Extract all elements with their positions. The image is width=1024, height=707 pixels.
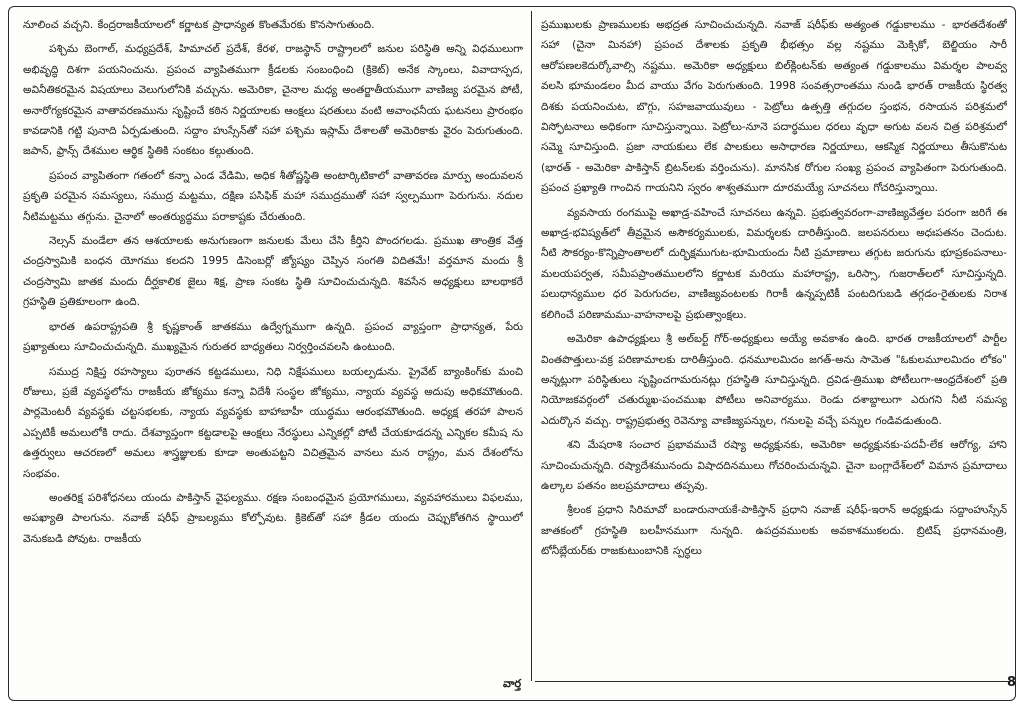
page-number: 8: [1006, 675, 1016, 690]
paragraph: నూలించ వచ్చని. కేంద్రరాజకీయాలలో కర్ణాటక ప్రాధాన్యత కొంతమేరకు కొనసాగుతుంది.: [23, 19, 375, 31]
paragraph: వ్యవసాయ రంగముపై అఖాడ్ర-వహించే సూచనలు ఉన్నవి. ప్రభుత్వవరంగా-వాణిజ్యవేత్తల పరంగా జరిగే ఈ అఖాడ్ర-భవిష్యత్‌లో తీవ్రమైన అసౌకర్యములకు, విమర్శలకు దారితీస్తుంది. జలపనరులు అధఃపతనం చెందుట. నీటి సౌకర్యం-కొన్నిప్రాంతాలలో దుర్భిక్షముగుట-భూమియందు నీటి ప్రమాణాలు తగ్గుట జరుగును భూప్రకంపనాలు-మలయపర్వత, సమీపప్రాంతములలోని కర్ణాటక మరియు మహారాష్ట్ర, ఒరిస్సా, గుజరాత్‌లలో సూచిస్తున్నది. పలుధాన్యముల ధర పెరుగుదల, వాణిజ్యవంటలకు గిరాకీ ఉన్నప్పటికీ పంటదిగుబడి తగ్గడం-రైతులకు నిరాశ కలిగించే పరిణామము-వాహనాలపై ప్రభుత్వాంక్షలు.: [541, 206, 1007, 321]
paragraph: అమెరికా ఉపాధ్యక్షులు శ్రీ అల్‌బర్ట్ గోర్-అధ్యక్షులు అయ్యే అవకాశం ఉంది. భారత రాజకీయాలలో పార్టీల వింతపొత్తులు-వక్ర పరిణామాలకు దారితీస్తుంది. ధనమూలమిదం జగత్-అను సామెత "ఓకులమూలమిదం లోకం" అన్నట్లుగా పరిస్థితులు సృష్టించగామరునట్లు గ్రహస్థితి సూచిస్తున్నది. ద్రవిడ-త్రిముఖ పోటీలుగా-ఆంధ్రదేశంలో ప్రతి నియోజకవర్గంలో చతుర్ముఖ-పంచముఖ పోటీలు అనివార్యము. రెండు దశాబ్దాలుగా ఎరుగని నీటి సమస్య ఎదుర్కొన వచ్చు. రాష్ట్రప్రభుత్వ రెవెన్యూ వాణిజ్యపన్నుల, గనులపై వచ్చే పన్నుల గండివడుతుంది.: [541, 333, 1007, 427]
paragraph: అంతరిక్ష పరిశోధనలు యందు పాకిస్తాన్ వైఫల్యము. రక్షణ సంబంధమైన ప్రయోగములు, వ్యవహారములు విఫలము, అపఖ్యాతి పాలగును. నవాజ్ షరీఫ్ ప్రాబల్యము కోల్పోవుట. క్రికెట్‌తో సహా క్రీడల యందు చెప్పుకోతగిన స్థాయిలో వెనుకబడి పోవుట. రాజకీయ: [23, 491, 523, 545]
paragraph: ప్రముఖులకు ప్రాణములకు అభద్రత సూచించుచున్నది. నవాజ్ షరీఫ్‌కు అత్యంత గడ్డుకాలము - భారతదేశంతో సహా (చైనా మినహా) ప్రపంచ దేశాలకు ప్రకృతి భీభత్సం వల్ల నష్టము మెక్సికో, బెల్జియం సారీ ఆరోపణలకెదుర్కోవాల్సి నష్టము. అమెరికా అధ్యక్షులు బిల్‌క్లింటన్‌కు అత్యంత గడ్డుకాలము విమర్శల పాలవ్వ వలసి భూమండలం మీద వాయు వేగం పెరుగుతుంది. 1998 సంవత్సరాంతము నుండి భారత్ రాజకీయ స్థిరత్వ దిశకు పయనించుట, బొగ్గు, సహజవాయువులు - పెట్రోలు ఉత్పత్తి తగ్గుదల స్తంభన, రసాయన పరిశ్రమలో విస్ఫోటనాలు అధికంగా సూచిస్తున్నాయి. పెట్రోలు-నూనె పదార్థముల ధరలు వృధా అగుట వలన చిత్ర పరిశ్రమలో సమ్మె సూచిస్తుంది. ప్రజా నాయకులు లేక పాలకులు అసాధారణ నిర్ణయాలు, ఆకస్మిక నిర్ణయాలు తీసుకొనుట (భారత్ - అమెరికా పాకిస్తాన్ బ్రిటన్‌లకు వర్తించును). మానసిక రోగుల సంఖ్య ప్రపంచ వ్యాపితంగా పెరుగుతుంది. ప్రపంచ ప్రఖ్యాతి గాంచిన గాయనిని స్వరం శాశ్వతముగా దూరమయ్యే సూచనలు గోచరిస్తున్నాయి.: [541, 19, 1007, 195]
paragraph: శ్రీలంక ప్రధాని సిరిమావో బండారునాయకే-పాకిస్తాన్ ప్రధాని నవాజ్ షరీఫ్-ఇరాన్ అధ్యక్షుడు సద్దాంహుస్సేన్ జాతకంలో గ్రహస్థితి బలహీనముగా నున్నది. ఉపద్రవములకు అవకాశముకలదు. బ్రిటిష్ ప్రధానమంత్రి, టోనీబ్లేయర్‌కు రాజకుటుంబానికి స్పర్ధలు: [541, 504, 1007, 558]
paragraph: సముద్ర నిక్షిప్త రహస్యాలు పురాతన కట్టడములు, నిధి నిక్షేపములు బయల్పడును. ప్రైవేట్ బ్యాంకింగ్‌కు మంచి రోజులు, ప్రజే వ్యవస్థలోను రాజకీయ జోక్యము కన్నా విదేశీ సంస్థల జోక్యము, న్యాయ వ్యవస్థ అదుపు అధికమౌతుంది. పార్లమెంటరీ వ్యవస్థకు చట్టసభలకు, న్యాయ వ్యవస్థకు బాహాబాహీ యుద్ధము ఆరంభమౌతుంది. అధ్యక్ష తరహా పాలన ఎప్పటికీ అమలులోకి రాదు. దేశవ్యాప్తంగా కట్టడాలపై ఆంక్షలు నేరస్థులు ఎన్నికల్లో పోటీ చేయకూడదన్న ఎన్నికల కమీష ను ఉత్తర్వులు ఆచరణలో అమలు శాస్త్రజ్ఞులకు కూడా అంతుపట్టని విచిత్రమైన వానలు మన రాష్ట్రం, మన దేశంలోను సంభవం.: [23, 365, 523, 480]
newspaper-page: [8, 6, 1016, 701]
masthead-logo: వార్త: [502, 677, 522, 690]
column-divider: [531, 11, 532, 681]
footer-rule: [535, 681, 1009, 682]
left-column: [23, 15, 523, 679]
paragraph: భారత ఉపరాష్ట్రపతి శ్రీ కృష్ణకాంత్ జాతకము ఉద్వేగ్నముగా ఉన్నది. ప్రపంచ వ్యాప్తంగా ప్రాధాన్యత, పేరు ప్రఖ్యాతులు సూచించుచున్నది. ముఖ్యమైన గురుతర బాధ్యతలు నిర్వర్తించవలసి ఉంటుంది.: [23, 320, 523, 354]
right-column: [541, 15, 1007, 679]
paragraph: నెల్సన్ మండేలా తన ఆశయాలకు అనుగుణంగా జనులకు మేలు చేసి కీర్తిని పొందగలడు. ప్రముఖ తాంత్రిక వేత్త చంద్రస్వామికి బంధన యోగము కలదని 1995 డిసెంబర్లో జ్యోష్యం చెప్పిన సంగతి విదితమే! వర్తమాన మందు శ్రీ చంద్రస్వామి జాతక మందు దీర్ఘకాలిక జైలు శిక్ష, ప్రాణ సంకట స్థితి సూచించుచున్నది. శివసేన అధ్యక్షులు బాలథాకరే గ్రహస్థితి ప్రతికూలంగా ఉంది.: [23, 235, 523, 309]
paragraph: పశ్చిమ బెంగాల్, మధ్యప్రదేశ్, హిమాచల్ ప్రదేశ్, కేరళ, రాజస్థాన్ రాష్ట్రాలలో జనుల పరిస్థితి అన్ని విధములుగా అభివృద్ధి దిశగా పయనించును. ప్రపంచ వ్యాపితముగా క్రీడలకు సంబంధించి (క్రికెట్) అనేక స్కాంలు, వివాదాస్పద, అవినీతికరమైన విషయాలు వెలుగులోనికి వచ్చును. అమెరికా, చైనాల మధ్య అంతర్జాతీయముగా వాణిజ్య పరమైన పోటీ, అనారోగ్యకరమైన వాతావరణమును సృష్టించే కఠిన నిర్ణయాలకు ఆంక్షలు షరతులు వంటి అవాంఛనీయ ఘటనలు ప్రారంభం కావడానికి గట్టి పునాది ఏర్పడుతుంది. సద్దాం హుస్సేన్‌తో సహా పశ్చిమ ఇస్లామ్ దేశాలతో అమెరికాకు వైరం పెరుగుతుంది. జపాన్, ఫ్రాన్స్ దేశముల ఆర్థిక స్థితికి సంకటం కల్గుతుంది.: [23, 43, 523, 158]
paragraph: శని మేషరాశి సంచార ప్రభావముచే రష్యా అధ్యక్షునకు, అమెరికా అధ్యక్షునకు-పదవీ-లేక ఆరోగ్య, హాని సూచించుచున్నది. రష్యాదేశమునందు విషాదదినములు గోచరించుచున్నవి. చైనా బంగ్లాదేశ్‌లలో విమాన ప్రమాదాలు ఉల్కాల పతనం జలప్రమాదాలు తప్పవు.: [541, 439, 1007, 492]
paragraph: ప్రపంచ వ్యాపితంగా గతంలో కన్నా ఎండ వేడిమి, అధిక శీతోష్ణస్థితి అంటార్కిటికాలో వాతావరణ మార్పు అందువలన ప్రకృతి పరమైన సమస్యలు, సముద్ర మట్టము, దక్షిణ పసిఫిక్ మహా సముద్రముతో సహా స్వల్పముగా పెరుగును. నదుల నీటిమట్టము తగ్గును. చైనాలో అంతర్యుద్ధము పరాకాష్టకు చేరుతుంది.: [23, 169, 523, 223]
